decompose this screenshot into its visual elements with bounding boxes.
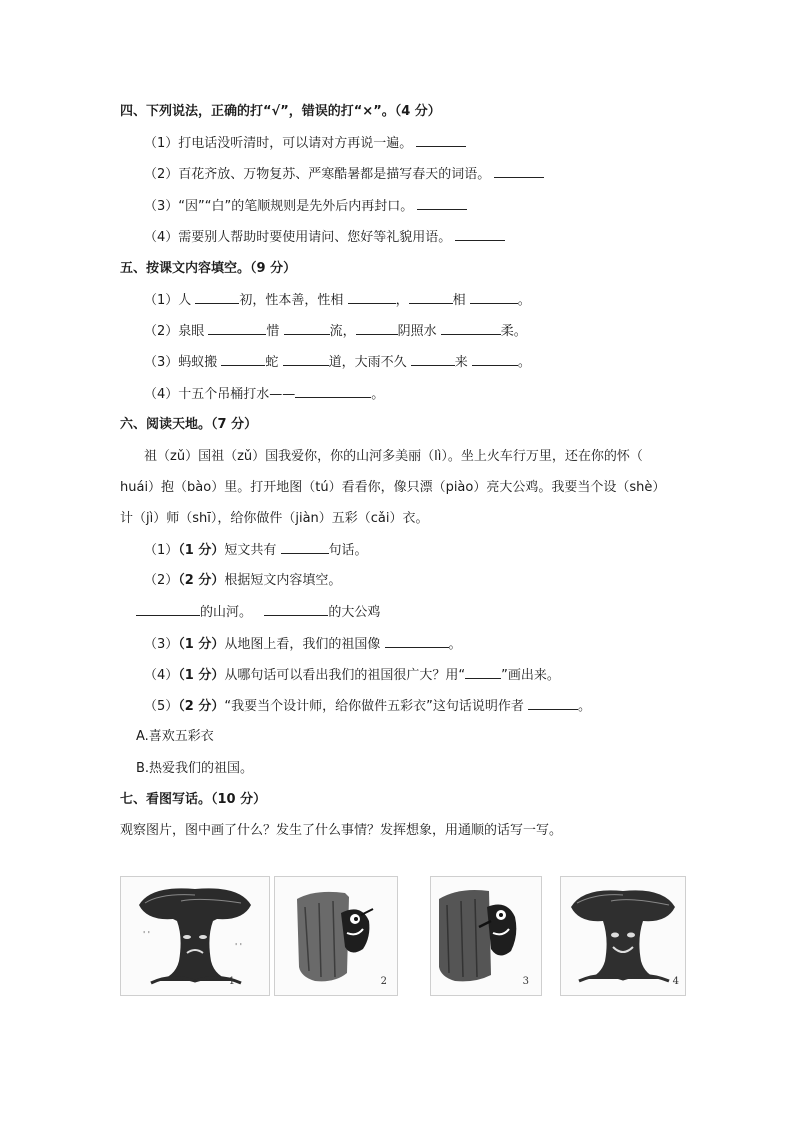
panel-number: 1 xyxy=(228,976,235,987)
option-a[interactable]: A.喜欢五彩衣 xyxy=(136,729,214,744)
passage-line-1: 祖（zǔ）国祖（zǔ）国我爱你，你的山河多美丽（lì）。坐上火车行万里，还在你的怀（ xyxy=(144,449,643,464)
fill-blank[interactable] xyxy=(348,291,396,304)
fill-blank[interactable] xyxy=(208,322,266,335)
fill-blank[interactable] xyxy=(385,635,449,648)
question-5: （5）（2 分）“我要当个设计师，给你做件五彩衣”这句话说明作者 。 xyxy=(144,699,591,714)
s5-line-1: （1）人 初，性本善，性相 ， 相 。 xyxy=(144,293,531,308)
fill-blank[interactable] xyxy=(528,697,578,710)
question-2: （2）（2 分）根据短文内容填空。 xyxy=(144,573,342,588)
question-1: （1）（1 分）短文共有 句话。 xyxy=(144,543,368,558)
panel-number: 2 xyxy=(380,976,387,987)
fill-blank[interactable] xyxy=(472,353,518,366)
fill-blank[interactable] xyxy=(409,291,453,304)
option-b[interactable]: B.热爱我们的祖国。 xyxy=(136,761,254,776)
passage-line-3: 计（jì）师（shī），给你做件（jiàn）五彩（cǎi）衣。 xyxy=(120,511,429,526)
passage-line-2: huái）抱（bào）里。打开地图（tú）看看你，像只漂（piào）亮大公鸡。我要当个设（shè） xyxy=(120,480,666,495)
panel-number: 4 xyxy=(672,976,679,987)
fill-blank[interactable] xyxy=(264,603,328,616)
s4-item-2: （2）百花齐放、万物复苏、严寒酷暑都是描写春天的词语。 xyxy=(144,165,544,184)
s4-item-1: （1）打电话没听清时，可以请对方再说一遍。 xyxy=(144,134,466,153)
picture-panel-4 xyxy=(560,876,686,996)
fill-blank[interactable] xyxy=(356,322,398,335)
question-2-fill: 的山河。 的大公鸡 xyxy=(136,603,380,622)
s4-item-3: （3）“因”“白”的笔顺规则是先外后内再封口。 xyxy=(144,197,467,216)
section5-heading: 五、按课文内容填空。（9 分） xyxy=(120,261,297,276)
svg-text:' ': ' ' xyxy=(143,930,150,939)
fill-blank[interactable] xyxy=(136,603,200,616)
fill-blank[interactable] xyxy=(283,353,329,366)
section6-heading: 六、阅读天地。（7 分） xyxy=(120,417,258,432)
fill-blank[interactable] xyxy=(195,291,239,304)
woodpecker-arrives-picture xyxy=(275,877,397,995)
section7-heading: 七、看图写话。（10 分） xyxy=(120,792,267,807)
answer-blank[interactable] xyxy=(455,228,505,241)
fill-blank[interactable] xyxy=(465,666,501,679)
picture-panel-3 xyxy=(430,876,542,996)
panel-number: 3 xyxy=(522,976,529,987)
picture-panel-1 xyxy=(120,876,270,996)
fill-blank[interactable] xyxy=(221,353,265,366)
sad-tree-picture xyxy=(121,877,269,995)
section4-heading: 四、下列说法，正确的打“√”，错误的打“×”。（4 分） xyxy=(120,104,441,119)
answer-blank[interactable] xyxy=(416,134,466,147)
s5-line-4: （4）十五个吊桶打水—— 。 xyxy=(144,387,385,402)
question-4: （4）（1 分）从哪句话可以看出我们的祖国很广大？用“ ”画出来。 xyxy=(144,668,560,683)
fill-blank[interactable] xyxy=(441,322,501,335)
fill-blank[interactable] xyxy=(281,541,329,554)
section7-prompt: 观察图片，图中画了什么？发生了什么事情？发挥想象，用通顺的话写一写。 xyxy=(120,823,563,838)
svg-text:' ': ' ' xyxy=(235,942,242,951)
answer-blank[interactable] xyxy=(494,165,544,178)
happy-tree-picture xyxy=(561,877,685,995)
s4-item-4: （4）需要别人帮助时要使用请问、您好等礼貌用语。 xyxy=(144,228,505,247)
fill-blank[interactable] xyxy=(411,353,455,366)
question-3: （3）（1 分）从地图上看，我们的祖国像 。 xyxy=(144,637,462,652)
fill-blank[interactable] xyxy=(470,291,518,304)
fill-blank[interactable] xyxy=(284,322,330,335)
fill-blank[interactable] xyxy=(295,385,371,398)
s5-line-2: （2）泉眼 惜 流， 阴照水 柔。 xyxy=(144,324,527,339)
answer-blank[interactable] xyxy=(417,197,467,210)
picture-panel-2 xyxy=(274,876,398,996)
s5-line-3: （3）蚂蚁搬 蛇 道，大雨不久 来 。 xyxy=(144,355,531,370)
